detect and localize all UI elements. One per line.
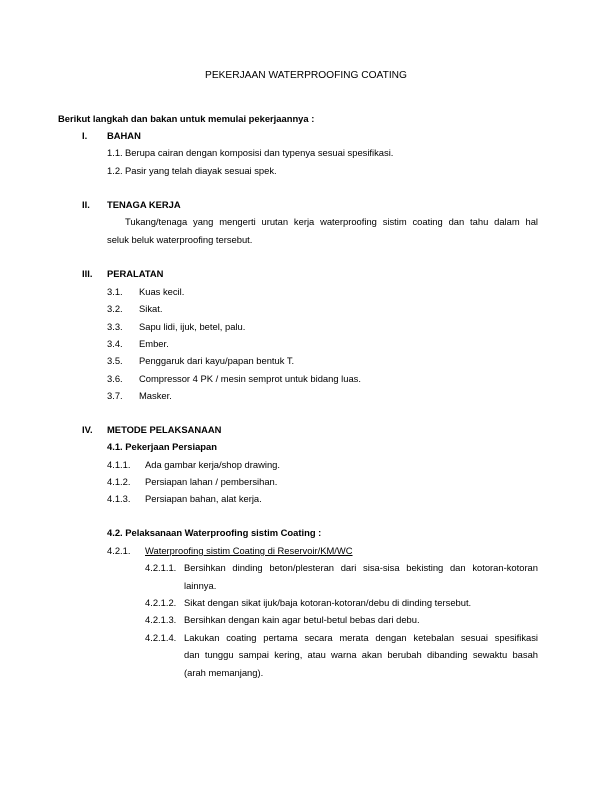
page-title: PEKERJAAN WATERPROOFING COATING <box>205 70 407 81</box>
list-item-number: 4.2.1. <box>107 545 131 556</box>
list-item-number: 3.2. <box>107 303 123 314</box>
list-item: Sikat. <box>139 303 163 314</box>
step-number: 4.2.1.4. <box>145 632 177 643</box>
list-item-number: 3.4. <box>107 338 123 349</box>
list-item-number: 3.3. <box>107 321 123 332</box>
step-text: Bersihkan dinding beton/plesteran dari sisa-sisa bekisting dan kotoran-kotoran <box>184 562 538 573</box>
list-item: Sapu lidi, ijuk, betel, palu. <box>139 321 246 332</box>
step-text: Sikat dengan sikat ijuk/baja kotoran-kotoran/debu di dinding tersebut. <box>184 597 472 608</box>
list-item: Ada gambar kerja/shop drawing. <box>145 459 280 470</box>
list-item-number: 3.6. <box>107 373 123 384</box>
tenaga-paragraph-line: Tukang/tenaga yang mengerti urutan kerja waterproofing sistim coating dan tahu dalam hal <box>125 216 538 227</box>
list-item: Ember. <box>139 338 169 349</box>
list-item: Persiapan bahan, alat kerja. <box>145 493 262 504</box>
step-text: (arah memanjang). <box>184 667 264 678</box>
step-text: Lakukan coating pertama secara merata dengan ketebalan sesuai spesifikasi <box>184 632 538 643</box>
section-number-metode: IV. <box>82 424 93 435</box>
section-heading-tenaga: TENAGA KERJA <box>107 199 181 210</box>
intro-text: Berikut langkah dan bakan untuk memulai pekerjaannya : <box>58 113 315 124</box>
step-number: 4.2.1.3. <box>145 614 177 625</box>
step-text: Bersihkan dengan kain agar betul-betul bebas dari debu. <box>184 614 420 625</box>
step-text: lainnya. <box>184 580 217 591</box>
list-item: Masker. <box>139 390 172 401</box>
list-item-number: 4.1.2. <box>107 476 131 487</box>
step-number: 4.2.1.1. <box>145 562 177 573</box>
list-item-number: 3.1. <box>107 286 123 297</box>
list-item-number: 1.1. <box>107 147 123 158</box>
section-number-peralatan: III. <box>82 268 93 279</box>
section-number-tenaga: II. <box>82 199 90 210</box>
section-heading-bahan: BAHAN <box>107 130 141 141</box>
list-item-number: 1.2. <box>107 165 123 176</box>
section-number-bahan: I. <box>82 130 88 141</box>
subsection-heading-persiapan: 4.1. Pekerjaan Persiapan <box>107 441 217 452</box>
step-text: dan tunggu sampai kering, atau warna akan berubah dibanding sewaktu basah <box>184 649 538 660</box>
list-item: Compressor 4 PK / mesin semprot untuk bidang luas. <box>139 373 361 384</box>
list-item-number: 3.7. <box>107 390 123 401</box>
section-heading-metode: METODE PELAKSANAAN <box>107 424 222 435</box>
list-item-number: 4.1.1. <box>107 459 131 470</box>
list-item: Persiapan lahan / pembersihan. <box>145 476 278 487</box>
list-item: Berupa cairan dengan komposisi dan typenya sesuai spesifikasi. <box>125 147 394 158</box>
tenaga-paragraph-line: seluk beluk waterproofing tersebut. <box>107 234 253 245</box>
subsection-heading-pelaksanaan: 4.2. Pelaksanaan Waterproofing sistim Coating : <box>107 527 322 538</box>
step-number: 4.2.1.2. <box>145 597 177 608</box>
section-heading-peralatan: PERALATAN <box>107 268 164 279</box>
list-item: Kuas kecil. <box>139 286 185 297</box>
subsection-title-reservoir: Waterproofing sistim Coating di Reservoir/KM/WC <box>145 545 353 556</box>
list-item-number: 4.1.3. <box>107 493 131 504</box>
list-item-number: 3.5. <box>107 355 123 366</box>
list-item: Penggaruk dari kayu/papan bentuk T. <box>139 355 295 366</box>
list-item: Pasir yang telah diayak sesuai spek. <box>125 165 277 176</box>
